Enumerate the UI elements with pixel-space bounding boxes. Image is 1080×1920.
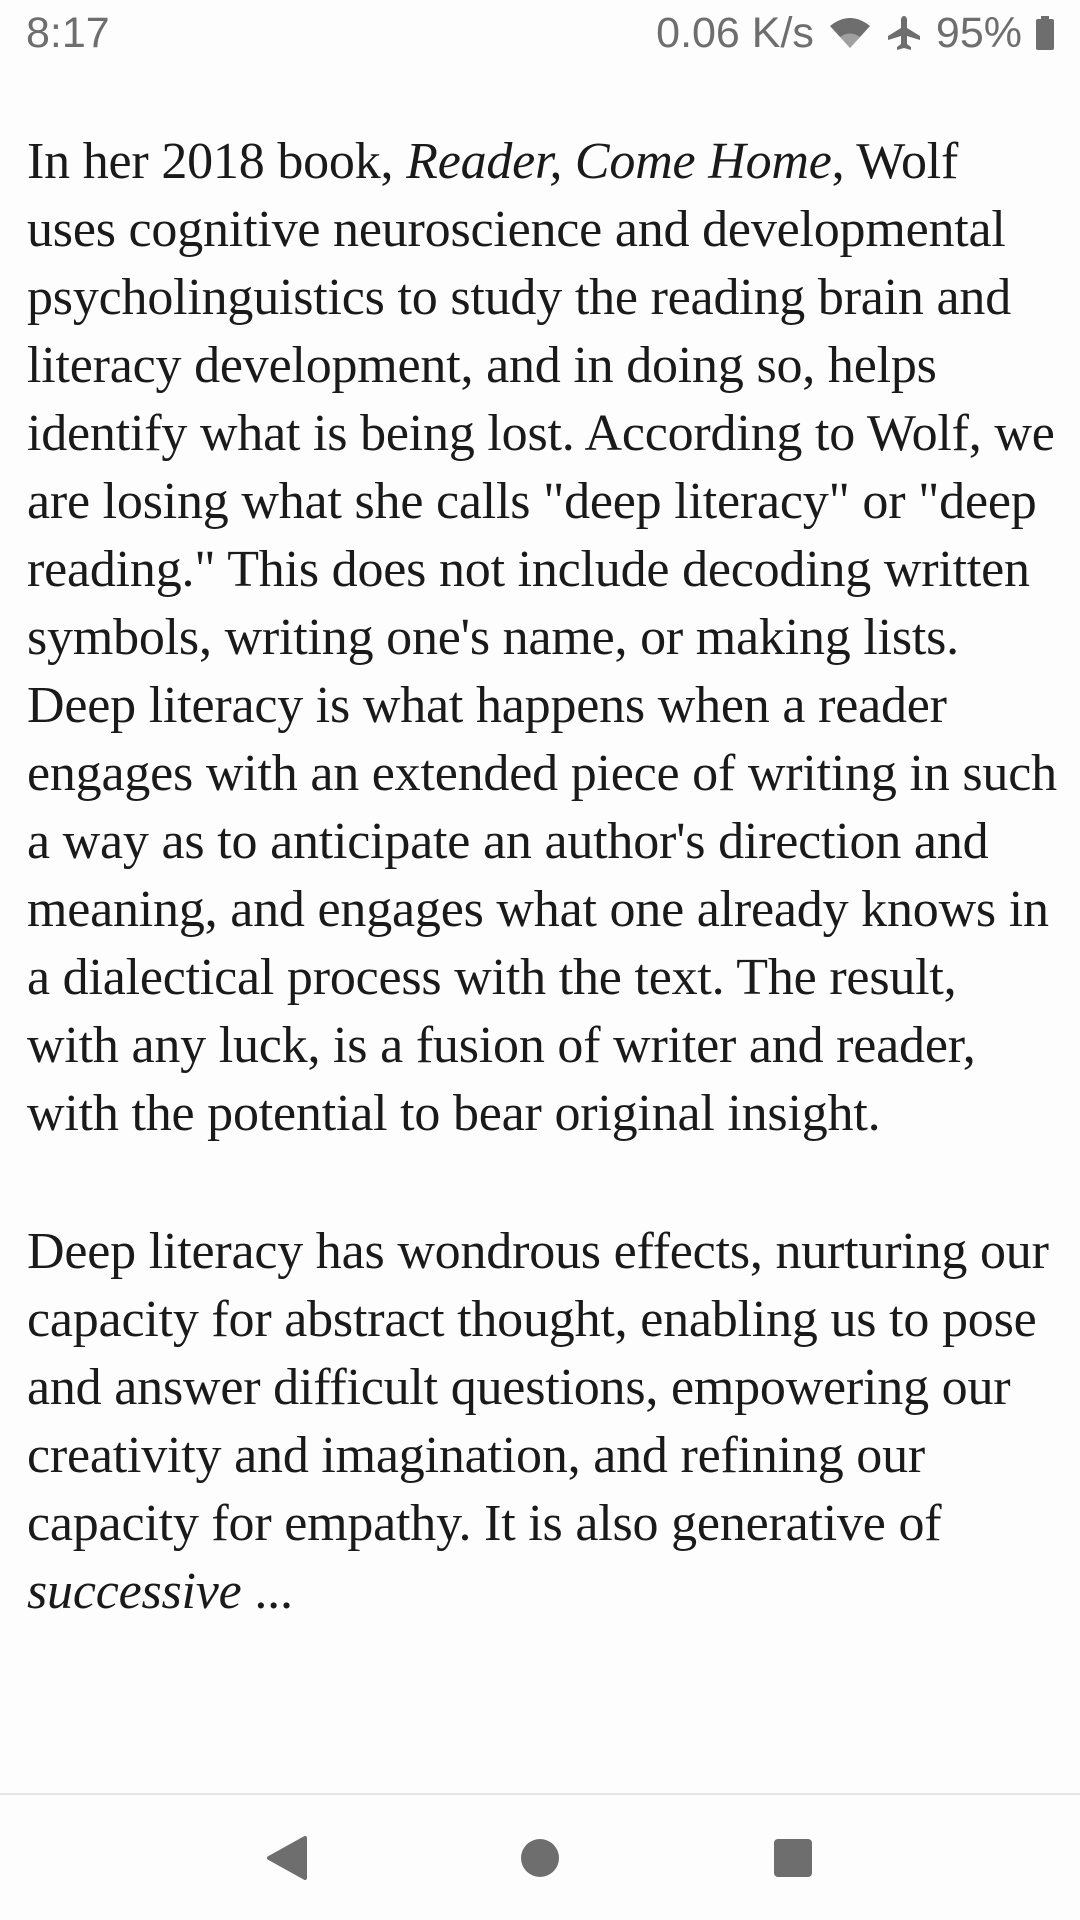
navigation-bar <box>0 1793 1080 1920</box>
recents-square-icon <box>773 1838 813 1878</box>
paragraph-1-text-start: In her 2018 book, <box>27 133 407 190</box>
network-speed: 0.06 K/s <box>656 8 814 57</box>
back-button[interactable] <box>247 1818 327 1898</box>
book-title: Reader, Come Home <box>406 133 832 190</box>
paragraph-2-text-start: Deep literacy has wondrous effects, nurturing our capacity for abstract thought, enabling us to pose and answer difficult questions, empowering our creativity and imagination, and refining our capacity for empathy. It is also generative of <box>27 1223 1049 1552</box>
paragraph-2-italic: successive <box>27 1563 242 1620</box>
article-content <box>27 128 1057 1793</box>
status-bar <box>0 0 1080 66</box>
paragraph-1-text-rest: , Wolf uses cognitive neuroscience and developmental psycholinguistics to study the reading brain and literacy development, and in doing so, helps identify what is being lost. According to Wolf, we are losing what she calls "deep literacy" or "deep reading." This does not include decoding written symbols, writing one's name, or making lists. Deep literacy is what happens when a reader engages with an extended piece of writing in such a way as to anticipate an author's direction and meaning, and engages what one already knows in a dialectical process with the text. The result, with any luck, is a fusion of writer and reader, with the potential to bear original insight. <box>27 133 1057 1142</box>
status-indicators <box>656 9 1054 58</box>
paragraph-2-text-rest: ... <box>241 1563 293 1620</box>
battery-percent: 95% <box>935 8 1022 57</box>
article-paragraph-1 <box>27 128 1057 1148</box>
back-triangle-icon <box>265 1834 309 1882</box>
article-paragraph-2 <box>27 1218 1057 1626</box>
recents-button[interactable] <box>753 1818 833 1898</box>
airplane-icon <box>886 14 922 52</box>
battery-icon <box>1036 16 1054 50</box>
wifi-icon <box>828 16 872 50</box>
home-button[interactable] <box>500 1818 580 1898</box>
home-circle-icon <box>520 1838 560 1878</box>
status-time: 8:17 <box>26 8 110 57</box>
